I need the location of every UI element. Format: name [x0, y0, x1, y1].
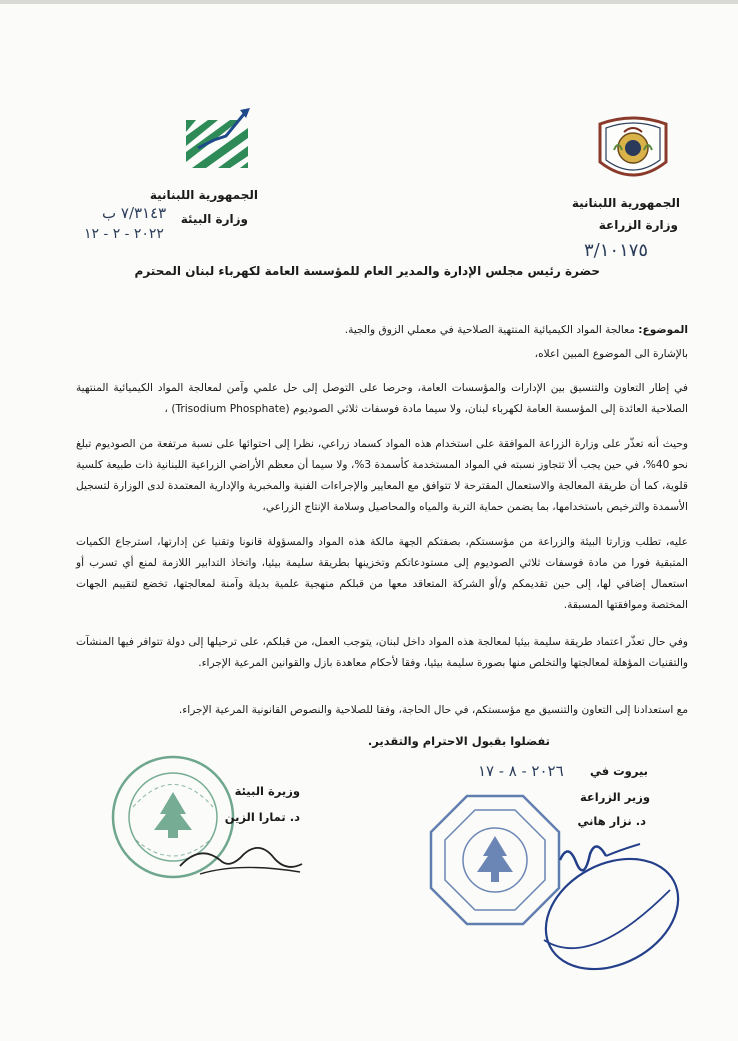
- republic-label-right: الجمهورية اللبنانية: [571, 196, 680, 210]
- paragraph-request: عليه، تطلب وزارتا البيئة والزراعة من مؤسستكم، بصفتكم الجهة مالكة هذه المواد والمسؤولة قانونا وتقنيا عن إدارتها، استرجاع الكميات المتبقية فورا من مادة فوسفات ثلاثي الصوديوم إلى مستودعاتكم وتخزينها بطريقة سليمة بيئيا، واتخاذ التدابير اللازمة لمنع أي تسرب أو استعمال إضافي لها، إلى حين تقديمكم و/أو الشركة المتعاقد معها من قبلكم منهجية علمية بديلة وآمنة لمعالجتها، تخضع لتقييم الجهات المختصة وموافقتها المسبقة.: [76, 536, 688, 611]
- environment-minister-title: وزيرة البيئة: [234, 784, 300, 798]
- environment-signature-block: [180, 784, 300, 844]
- reference-date-left: ٢٠٢٢ - ٢ - ١٢: [84, 226, 164, 242]
- signature-place: بيروت في: [589, 764, 648, 778]
- ministry-label-right: وزارة الزراعة: [598, 218, 678, 232]
- paragraph-readiness: مع استعدادنا إلى التعاون والتنسيق مع مؤسستكم، في حال الحاجة، وفقا للصلاحية والنصوص القانونية المرعية الإجراء.: [178, 704, 688, 716]
- addressee-line: حضرة رئيس مجلس الإدارة والمدير العام للمؤسسة العامة لكهرباء لبنان المحترم: [134, 264, 600, 278]
- environment-ministry-logo-icon: [178, 100, 256, 178]
- agriculture-ministry-emblem-icon: [594, 110, 672, 188]
- closing-line: تفضلوا بقبول الاحترام والتقدير.: [367, 734, 550, 748]
- agriculture-signature-block: [478, 760, 680, 870]
- reference-number-right: ٣/١٠١٧٥: [584, 240, 649, 261]
- signature-date: ٢٠٢٦ - ٨ - ١٧: [478, 762, 564, 780]
- subject-text: معالجة المواد الكيميائية المنتهية الصلاحية في معملي الزوق والجية.: [344, 324, 635, 336]
- subject-line: [76, 320, 688, 341]
- environment-header: [84, 100, 266, 260]
- paragraph-cooperation: في إطار التعاون والتنسيق بين الإدارات والمؤسسات العامة، وحرصا على التوصل إلى حل علمي وآمن لمعالجة المواد الكيميائية المنتهية الصلاحية العائدة إلى المؤسسة العامة لكهرباء لبنان، ولا سيما مادة فوسفات ثلاثي الصوديوم (Trisodium Phosphate) ،: [76, 382, 688, 415]
- subject-label: الموضوع:: [638, 324, 688, 336]
- reference-line: بالإشارة الى الموضوع المبين اعلاه،: [534, 348, 688, 360]
- paragraph-sodium-content: وحيث أنه تعذّر على وزارة الزراعة الموافقة على استخدام هذه المواد كسماد زراعي، نظرا إلى احتوائها على نسبة مرتفعة من الصوديوم تبلغ نحو 40%، في حين يجب ألا تتجاوز نسبته في المواد المستخدمة كأسمدة 3%، ولا سيما أن معظم الأراضي الزراعية اللبنانية ذات طبيعة كلسية قلوية، كما أن طريقة المعالجة والاستعمال المقترحة لا تتوافق مع المعايير والإجراءات الفنية والمخبرية والإدارية المعتمدة لدى الوزارة لتسجيل الأسمدة والترخيص باستخدامها، بما يضمن حماية التربة والمياه والمحاصيل وسلامة الإنتاج الزراعي،: [76, 438, 688, 513]
- scan-edge: [0, 0, 738, 4]
- agriculture-minister-name: د. نزار هاني: [577, 814, 646, 828]
- republic-label-left: الجمهورية اللبنانية: [149, 188, 258, 202]
- paragraph-export: وفي حال تعذّر اعتماد طريقة سليمة بيئيا لمعالجة هذه المواد داخل لبنان، يتوجب العمل، من قبلكم، على ترحيلها إلى دولة تتوافر فيها المنشآت والتقنيات المؤهلة لمعالجتها والتخلص منها بصورة سليمة بيئيا، وفقا لأحكام معاهدة بازل والقوانين المرعية الإجراء.: [76, 636, 688, 669]
- ministry-label-left: وزارة البيئة: [180, 212, 248, 226]
- agriculture-minister-title: وزير الزراعة: [579, 790, 650, 804]
- agriculture-header: [571, 110, 700, 270]
- reference-number-left: ٧/٣١٤٣ ب: [102, 204, 167, 222]
- environment-minister-name: د. تمارا الزين: [224, 810, 300, 824]
